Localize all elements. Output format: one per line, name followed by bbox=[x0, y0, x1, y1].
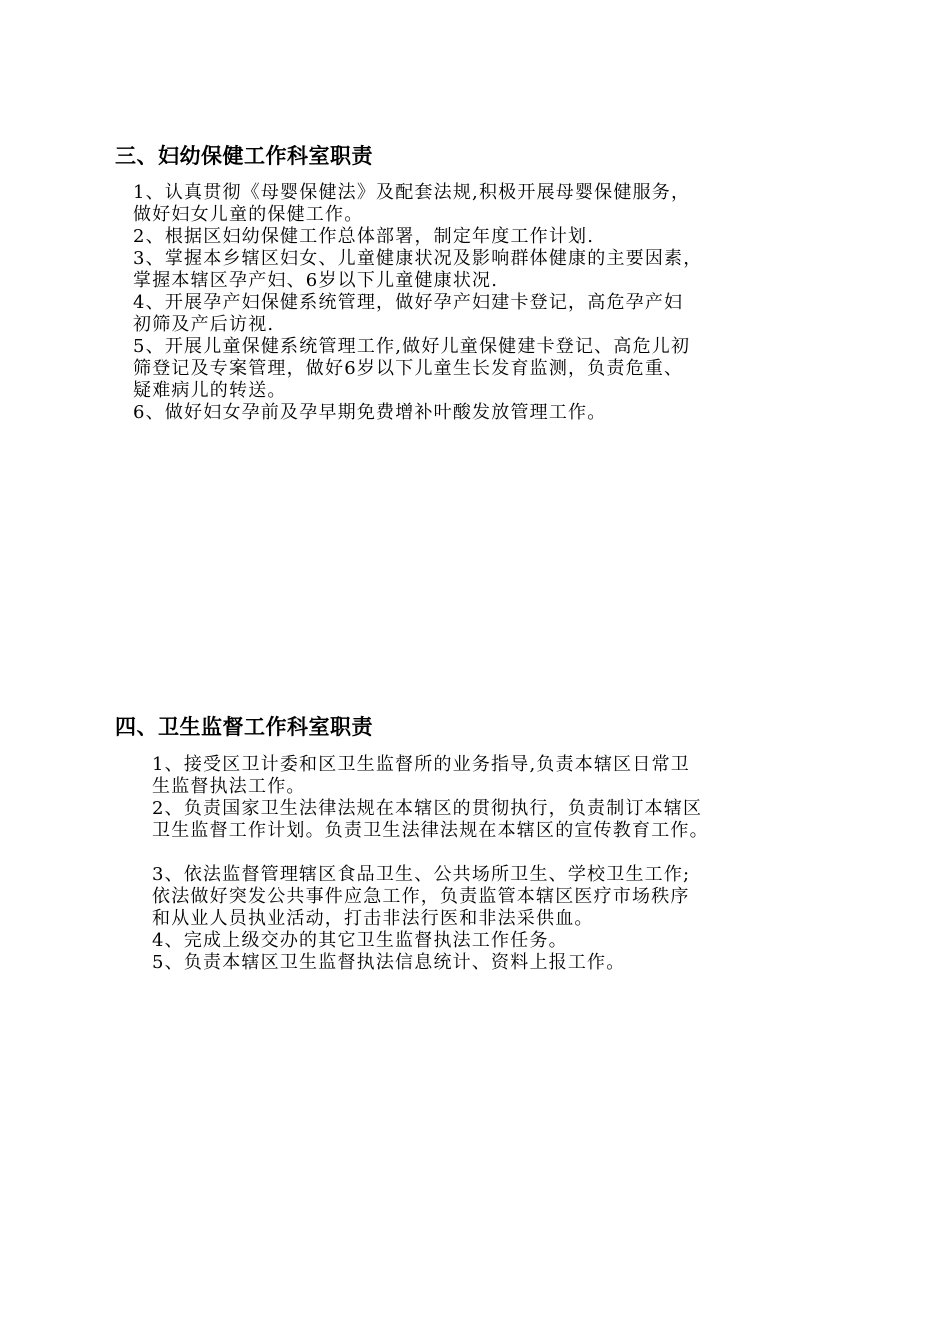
duty-line: 依法做好突发公共事件应急工作，负责监管本辖区医疗市场秩序 bbox=[152, 886, 690, 907]
duty-line: 生监督执法工作。 bbox=[152, 776, 306, 797]
section-heading-health-supervision: 四、卫生监督工作科室职责 bbox=[115, 715, 373, 739]
duty-line: 做好妇女儿童的保健工作。 bbox=[133, 204, 364, 225]
duty-line: 2、根据区妇幼保健工作总体部署，制定年度工作计划. bbox=[133, 226, 595, 247]
duty-line: 3、掌握本乡辖区妇女、儿童健康状况及影响群体健康的主要因素， bbox=[133, 248, 703, 269]
duty-line: 掌握本辖区孕产妇、6岁以下儿童健康状况. bbox=[133, 270, 499, 291]
duty-line: 初筛及产后访视. bbox=[133, 314, 275, 335]
section-body-health-supervision bbox=[152, 754, 709, 974]
duty-line: 和从业人员执业活动，打击非法行医和非法采供血。 bbox=[152, 908, 594, 929]
duty-line: 疑难病儿的转送。 bbox=[133, 380, 287, 401]
section-heading-maternal-child-health: 三、妇幼保健工作科室职责 bbox=[115, 144, 373, 168]
duty-line: 4、开展孕产妇保健系统管理，做好孕产妇建卡登记，高危孕产妇 bbox=[133, 292, 684, 313]
duty-line: 6、做好妇女孕前及孕早期免费增补叶酸发放管理工作。 bbox=[133, 402, 607, 423]
duty-line: 2、负责国家卫生法律法规在本辖区的贯彻执行，负责制订本辖区 bbox=[152, 798, 703, 819]
paragraph-spacer bbox=[152, 842, 709, 864]
duty-line: 筛登记及专案管理，做好6岁以下儿童生长发育监测，负责危重、 bbox=[133, 358, 684, 379]
duty-line: 3、依法监督管理辖区食品卫生、公共场所卫生、学校卫生工作; bbox=[152, 864, 691, 885]
duty-line: 5、开展儿童保健系统管理工作,做好儿童保健建卡登记、高危儿初 bbox=[133, 336, 691, 357]
duty-line: 1、认真贯彻《母婴保健法》及配套法规,积极开展母婴保健服务， bbox=[133, 182, 691, 203]
duty-line: 卫生监督工作计划。负责卫生法律法规在本辖区的宣传教育工作。 bbox=[152, 820, 709, 841]
duty-line: 5、负责本辖区卫生监督执法信息统计、资料上报工作。 bbox=[152, 952, 626, 973]
duty-line: 4、完成上级交办的其它卫生监督执法工作任务。 bbox=[152, 930, 568, 951]
duty-line: 1、接受区卫计委和区卫生监督所的业务指导,负责本辖区日常卫 bbox=[152, 754, 690, 775]
section-body-maternal-child-health bbox=[133, 182, 702, 424]
